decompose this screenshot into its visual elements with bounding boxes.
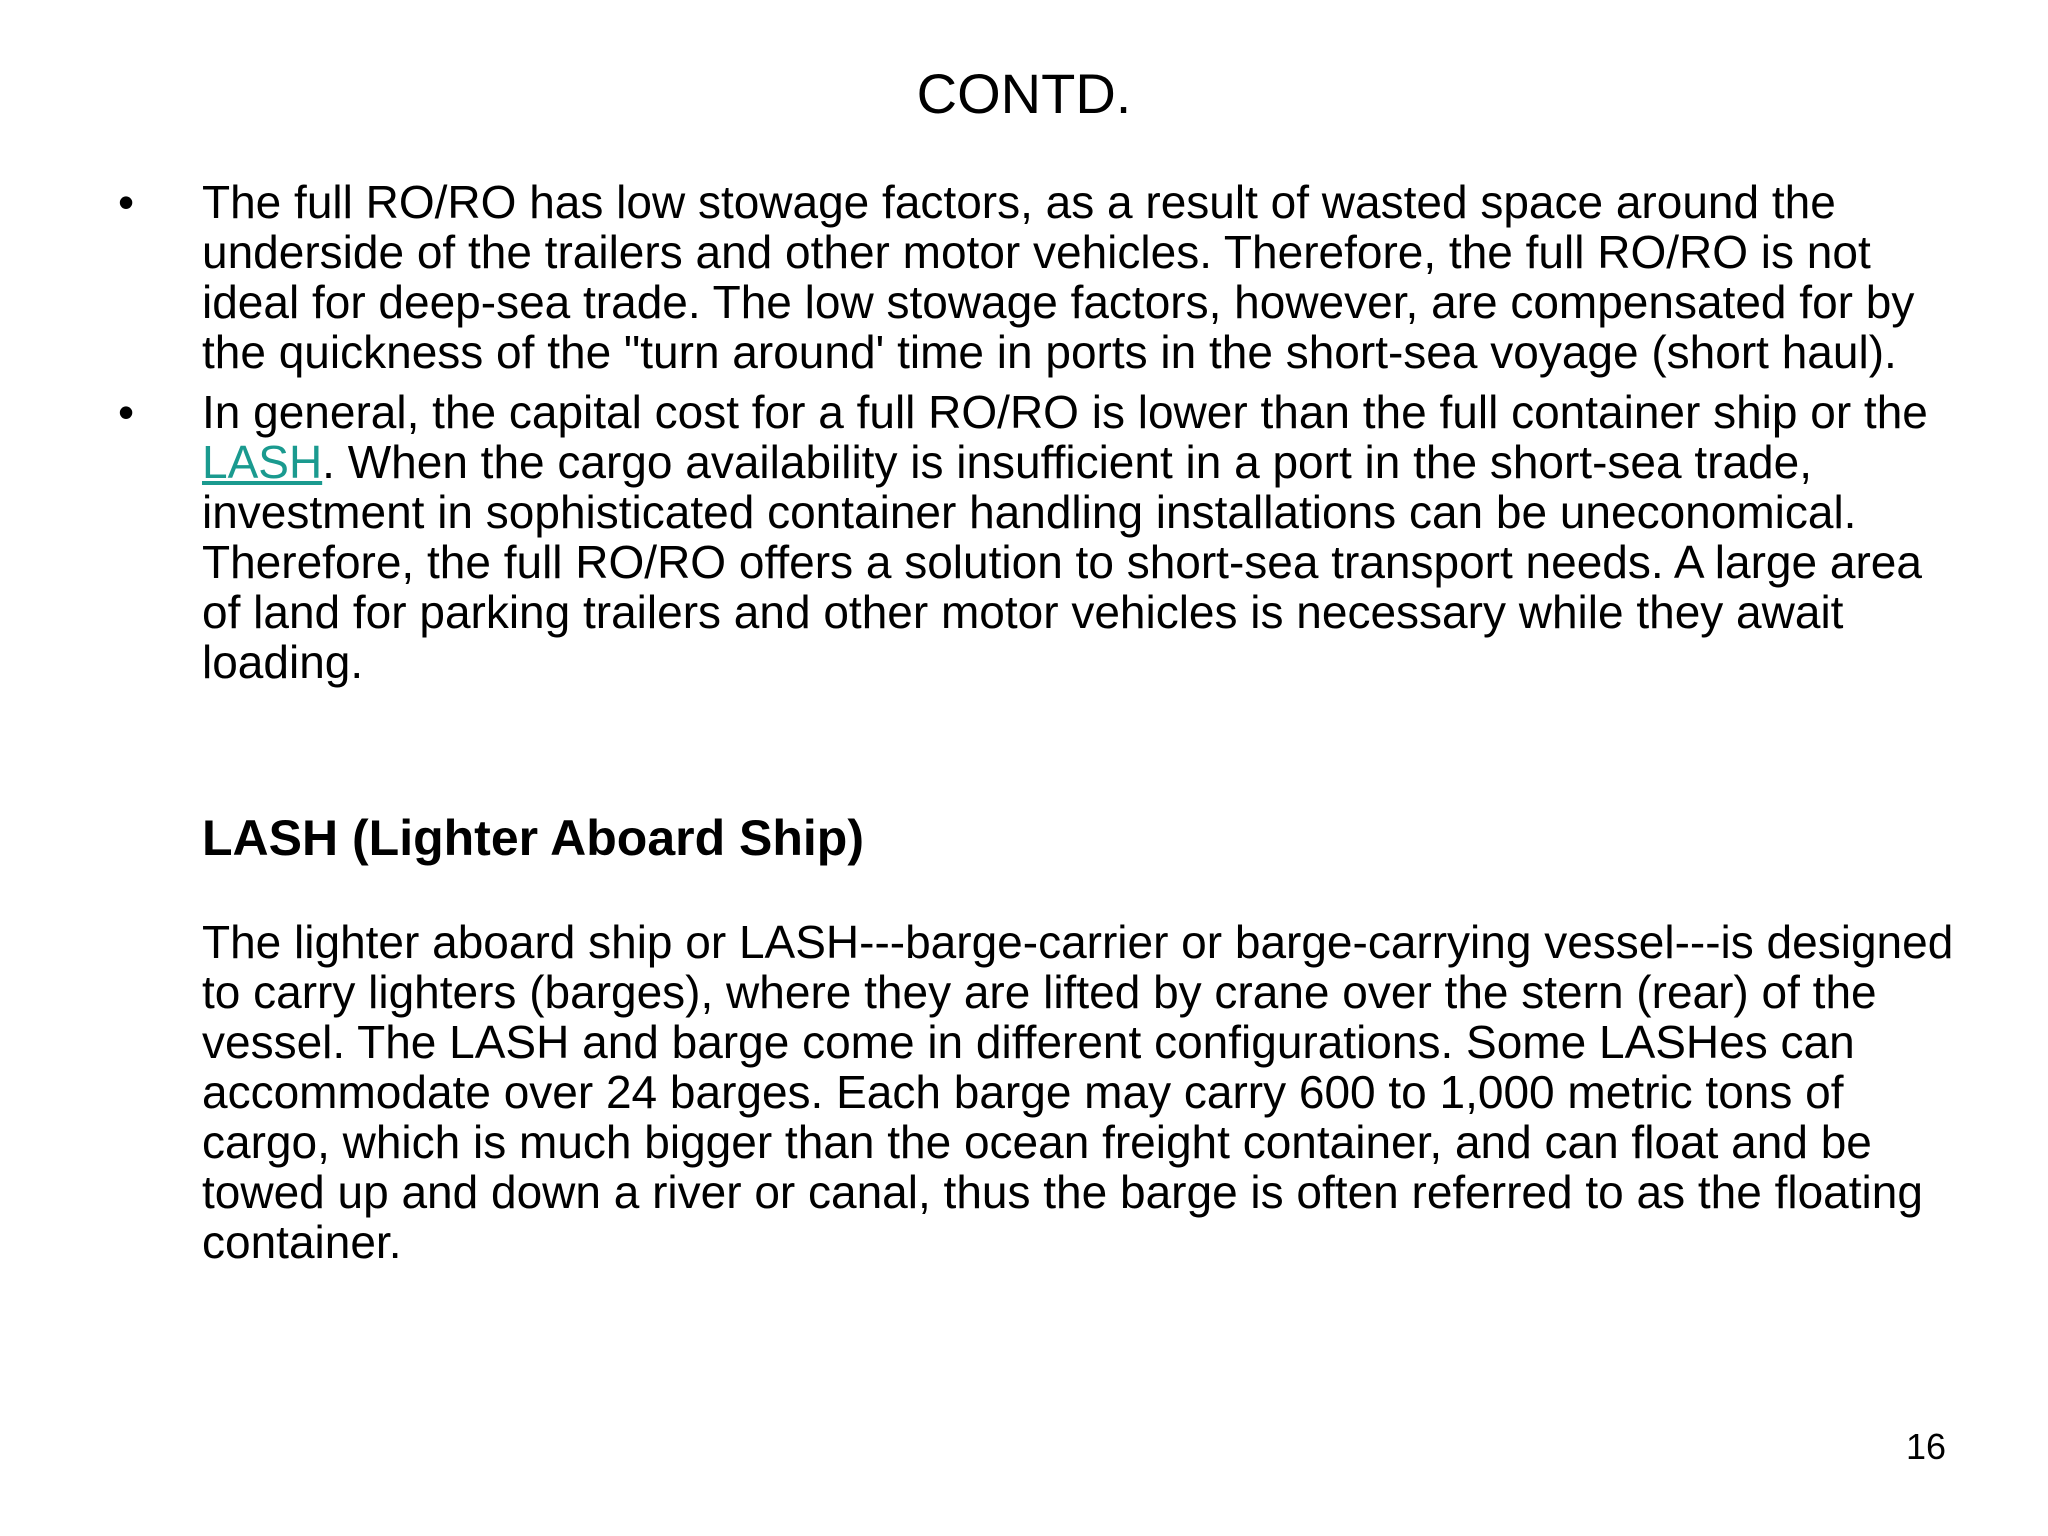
bullet-item-stowage — [118, 177, 1968, 377]
bullet-text-after-link: . When the cargo availability is insufficient in a port in the short-sea trade, investment in sophisticated container handling installations can be uneconomical. Therefore, the full RO/RO offers a solution to short-sea transport needs. A large area of land for parking trailers and other motor vehicles is necessary while they await loading. — [202, 436, 1922, 688]
bullet-list — [118, 177, 1968, 697]
lash-link[interactable]: LASH — [202, 436, 323, 488]
page-number: 16 — [1905, 1426, 1946, 1467]
bullet-dot: • — [118, 386, 135, 438]
bullet-item-capital-cost — [118, 387, 1968, 687]
section-paragraph: The lighter aboard ship or LASH---barge-carrier or barge-carrying vessel---is designed to carry lighters (barges), where they are lifted by crane over the stern (rear) of the vessel. The LASH and barge come in different configurations. Some LASHes can accommodate over 24 barges. Each barge may carry 600 to 1,000 metric tons of cargo, which is much bigger than the ocean freight container, and can float and be towed up and down a river or canal, thus the barge is often referred to as the floating container. — [202, 916, 1954, 1268]
bullet-text: The full RO/RO has low stowage factors, as a result of wasted space around the underside of the trailers and other motor vehicles. Therefore, the full RO/RO is not ideal for deep-sea trade. The low stowage factors, however, are compensated for by the quickness of the "turn around' time in ports in the short-sea voyage (short haul). — [202, 176, 1915, 378]
section-heading: LASH (Lighter Aboard Ship) — [202, 810, 864, 866]
bullet-text-before-link: In general, the capital cost for a full RO/RO is lower than the full container ship or the — [202, 386, 1928, 438]
slide-title: CONTD. — [916, 62, 1132, 125]
bullet-dot: • — [118, 176, 135, 228]
